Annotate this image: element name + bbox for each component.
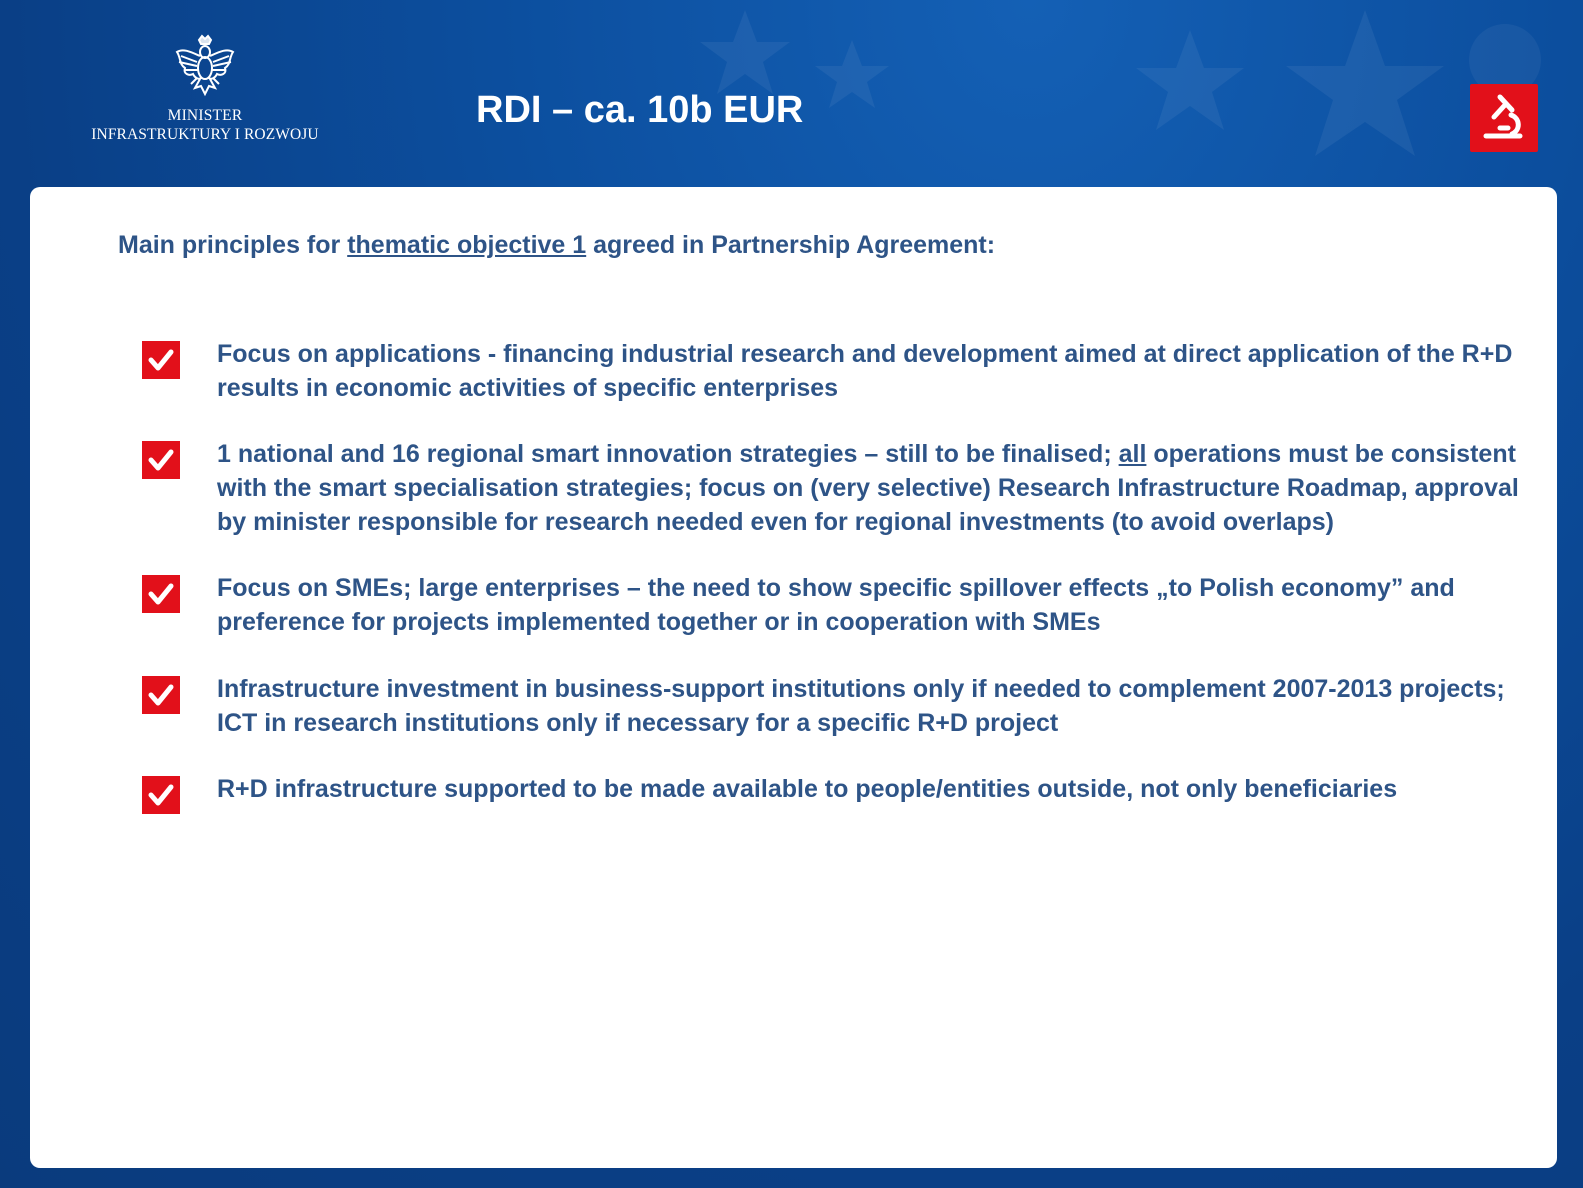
principles-list bbox=[142, 337, 1532, 806]
list-item-text: Infrastructure investment in business-support institutions only if needed to complement 2007-2013 projects; ICT in research institutions only if necessary for a specific R+D project bbox=[217, 675, 1505, 737]
page-title: RDI – ca. 10b EUR bbox=[476, 89, 804, 131]
list-item bbox=[142, 337, 1532, 405]
list-item-text-start: 1 national and 16 regional smart innovation strategies – still to be finalised; bbox=[217, 440, 1119, 468]
intro-text-end: agreed in Partnership Agreement: bbox=[586, 231, 996, 259]
checkbox-checked-icon bbox=[142, 776, 180, 814]
list-item-text: Focus on SMEs; large enterprises – the need to show specific spillover effects „to Polish economy” and preference for projects implemented together or in cooperation with SMEs bbox=[217, 574, 1455, 636]
checkbox-checked-icon bbox=[142, 441, 180, 479]
logo-line-minister: MINISTER bbox=[167, 107, 243, 124]
section-badge bbox=[1470, 84, 1538, 152]
list-item-text: R+D infrastructure supported to be made available to people/entities outside, not only beneficiaries bbox=[217, 775, 1398, 803]
list-item bbox=[142, 437, 1532, 539]
logo-line-ministry-name: INFRASTRUKTURY I ROZWOJU bbox=[91, 126, 319, 143]
intro-text-underlined: thematic objective 1 bbox=[347, 231, 587, 259]
ministry-logo bbox=[60, 34, 350, 144]
white-eagle-emblem-icon bbox=[173, 34, 237, 100]
list-item bbox=[142, 571, 1532, 639]
checkbox-checked-icon bbox=[142, 575, 180, 613]
list-item bbox=[142, 672, 1532, 740]
intro-heading bbox=[118, 231, 995, 260]
list-item-text-underlined: all bbox=[1118, 440, 1147, 468]
checkbox-checked-icon bbox=[142, 676, 180, 714]
microscope-icon bbox=[1470, 84, 1538, 152]
intro-text-start: Main principles for bbox=[118, 231, 348, 259]
list-item bbox=[142, 772, 1532, 806]
list-item-text: Focus on applications - financing industrial research and development aimed at direct application of the R+D results in economic activities of specific enterprises bbox=[217, 340, 1513, 402]
content-panel bbox=[30, 187, 1557, 1168]
checkbox-checked-icon bbox=[142, 341, 180, 379]
list-item-text-end: operations must be consistent with the smart specialisation strategies; focus on (very selective) Research Infrastructure Roadmap, approval by minister responsible for research needed even for regional investments (to avoid overlaps) bbox=[217, 440, 1519, 536]
